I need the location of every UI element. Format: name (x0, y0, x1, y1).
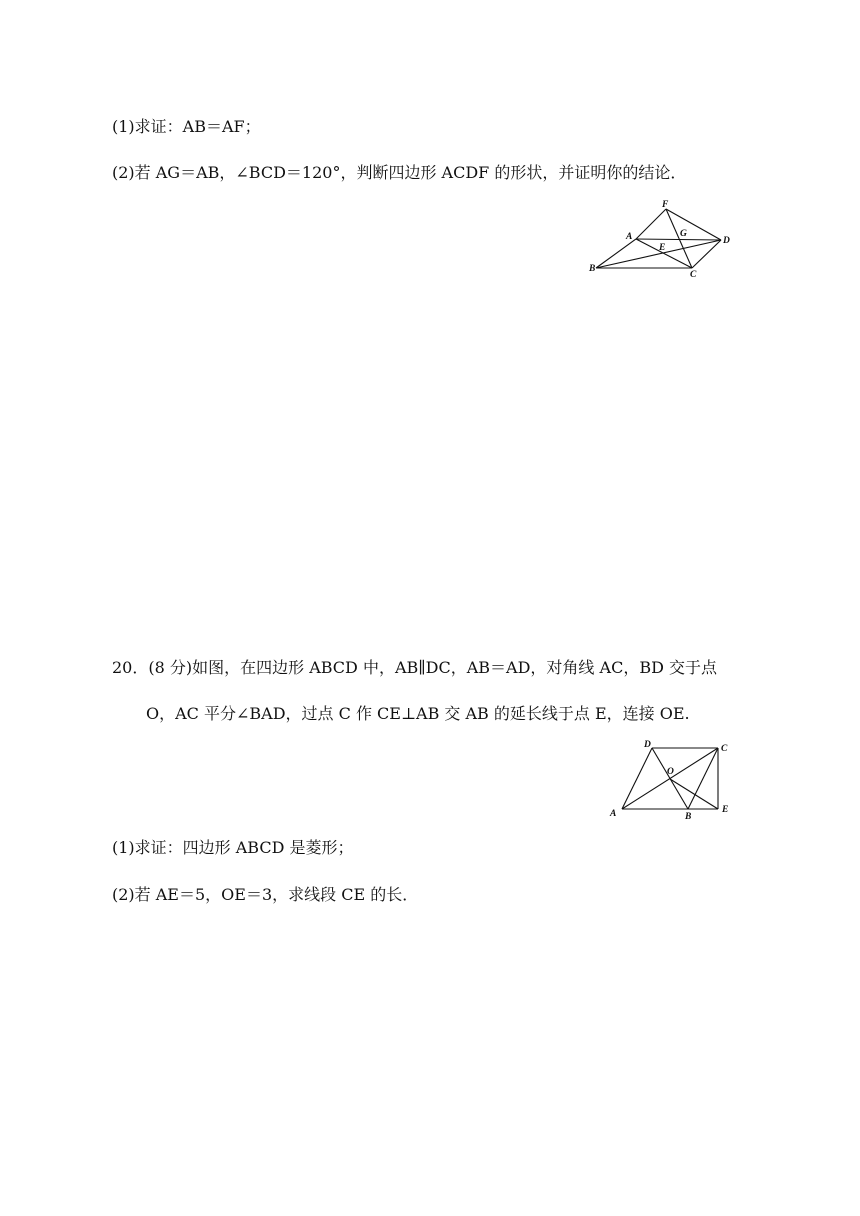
label-D: D (723, 236, 730, 246)
segment-ad (636, 239, 721, 240)
segment-oe (670, 779, 718, 809)
label-O: O (667, 767, 674, 777)
problem19-part2: (2)若 AG＝AB，∠BCD＝120°，判断四边形 ACDF 的形状，并证明你的结论． (112, 163, 687, 182)
problem19-figure (580, 198, 750, 280)
problem19-part1: (1)求证：AB＝AF； (112, 117, 261, 136)
segment-cd (692, 240, 721, 268)
problem20-figure (600, 736, 740, 822)
problem20-stem-line1: 20．(8 分)如图，在四边形 ABCD 中，AB∥DC，AB＝AD，对角线 AC，BD 交于点 (112, 658, 717, 677)
label-B: B (685, 812, 692, 822)
label-A: A (610, 809, 617, 819)
label-C: C (690, 270, 697, 280)
label-E: E (659, 243, 666, 253)
problem20-stem-line2: O，AC 平分∠BAD，过点 C 作 CE⊥AB 交 AB 的延长线于点 E，连接 OE. (146, 704, 690, 723)
label-E: E (722, 805, 729, 815)
label-D: D (644, 740, 651, 750)
label-A: A (626, 232, 633, 242)
segment-fd (666, 209, 721, 240)
label-F: F (662, 200, 669, 210)
problem20-part2: (2)若 AE＝5，OE＝3，求线段 CE 的长． (112, 885, 419, 904)
label-G: G (680, 229, 687, 239)
label-C: C (721, 744, 728, 754)
label-B: B (589, 264, 596, 274)
problem20-part1: (1)求证：四边形 ABCD 是菱形； (112, 838, 354, 857)
segment-af (636, 209, 666, 239)
segment-fc (666, 209, 692, 268)
segment-bd (652, 748, 688, 809)
